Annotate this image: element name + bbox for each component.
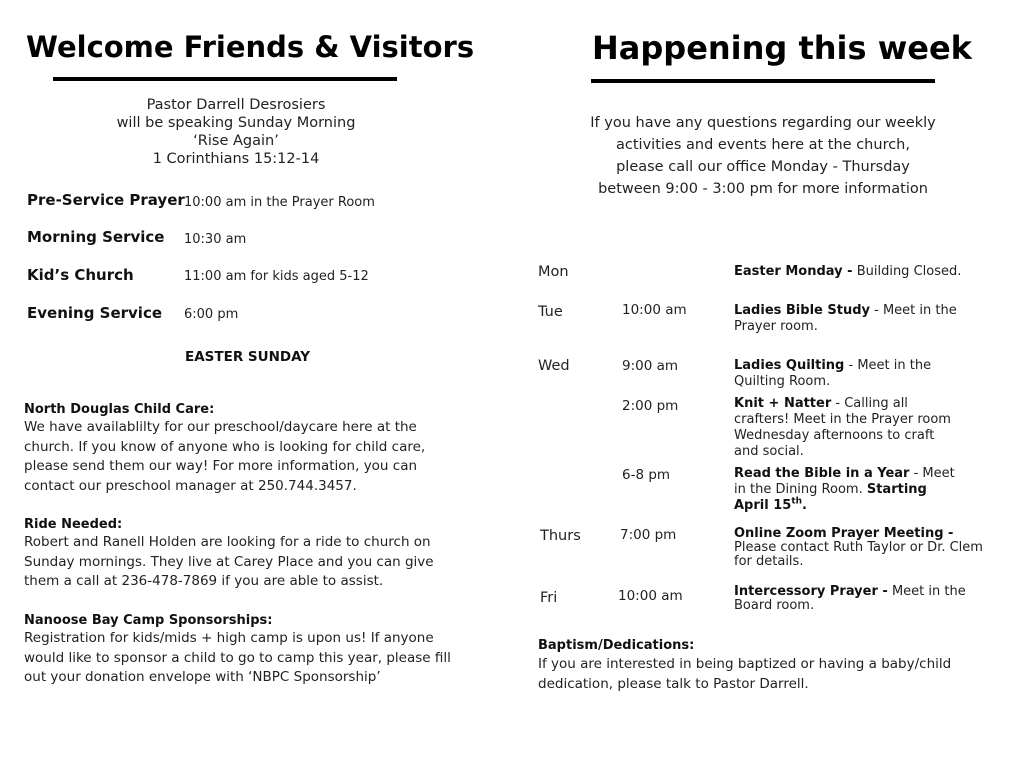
service-label-morning: Morning Service	[27, 228, 165, 246]
intro-line: activities and events here at the church,	[616, 137, 910, 153]
schedule-day-mon: Mon	[538, 264, 569, 280]
schedule-event-intercessory-prayer: Intercessory Prayer - Meet in the Board room.	[734, 584, 966, 613]
schedule-time: 9:00 am	[622, 358, 679, 374]
happening-title: Happening this week	[592, 29, 972, 67]
schedule-time: 6-8 pm	[622, 467, 671, 483]
pastor-announcement	[86, 96, 386, 168]
section-heading: Ride Needed:	[24, 517, 123, 532]
pastor-line: will be speaking Sunday Morning	[116, 115, 356, 131]
schedule-day-thurs: Thurs	[540, 528, 581, 544]
schedule-event-knit-natter: Knit + Natter - Calling all crafters! Meet in the Prayer room Wednesday afternoons to craft and social.	[734, 396, 951, 459]
section-text: We have availablilty for our preschool/daycare here at the church. If you know of anyone who is looking for child care, please send them our way! For more information, you can contact our preschool manager at 250.744.3457.	[24, 419, 426, 494]
section-heading: North Douglas Child Care:	[24, 402, 215, 417]
intro-line: please call our office Monday - Thursday	[616, 159, 910, 175]
ride-needed-section	[24, 516, 456, 592]
schedule-event-ladies-quilting: Ladies Quilting - Meet in the Quilting Room.	[734, 358, 932, 389]
welcome-title: Welcome Friends & Visitors	[26, 30, 475, 64]
section-heading: Nanoose Bay Camp Sponsorships:	[24, 613, 273, 628]
schedule-time: 10:00 am	[618, 588, 683, 604]
schedule-time: 2:00 pm	[622, 398, 679, 414]
schedule-day-tue: Tue	[538, 304, 563, 320]
baptism-line: dedication, please talk to Pastor Darrell.	[538, 675, 809, 692]
schedule-time: 7:00 pm	[620, 527, 677, 543]
service-label-preservice: Pre-Service Prayer	[27, 191, 185, 209]
intro-line: between 9:00 - 3:00 pm for more information	[598, 181, 928, 197]
pastor-line: 1 Corinthians 15:12-14	[152, 151, 320, 167]
service-time-evening: 6:00 pm	[184, 307, 239, 322]
schedule-event-zoom-prayer: Online Zoom Prayer Meeting - Please contact Ruth Taylor or Dr. Clem for details.	[734, 526, 983, 569]
section-text: Registration for kids/mids + high camp is upon us! If anyone would like to sponsor a child to go to camp this year, please fill out your donation envelope with ‘NBPC Sponsorship’	[24, 630, 451, 685]
pastor-line: Pastor Darrell Desrosiers	[146, 97, 326, 113]
child-care-section	[24, 401, 456, 496]
office-hours-intro	[563, 112, 963, 200]
section-text: Robert and Ranell Holden are looking for a ride to church on Sunday mornings. They live at Carey Place and you can give them a call at 236-478-7869 if you are able to assist.	[24, 534, 434, 589]
baptism-line: If you are interested in being baptized or having a baby/child	[538, 656, 952, 672]
service-label-kids: Kid’s Church	[27, 266, 134, 284]
title-underline-left	[53, 77, 397, 81]
service-label-evening: Evening Service	[27, 304, 163, 322]
easter-sunday-label: EASTER SUNDAY	[185, 349, 311, 365]
title-underline-right	[591, 79, 935, 83]
pastor-line: ‘Rise Again’	[193, 133, 279, 149]
camp-sponsorship-section	[24, 612, 456, 688]
schedule-time: 10:00 am	[622, 302, 687, 318]
schedule-day-wed: Wed	[538, 358, 570, 374]
baptism-section	[538, 637, 951, 694]
service-time-morning: 10:30 am	[184, 232, 247, 247]
schedule-event-ladies-bible-study: Ladies Bible Study - Meet in the Prayer room.	[734, 303, 957, 334]
section-heading: Baptism/Dedications:	[538, 638, 695, 653]
schedule-event-easter-monday: Easter Monday - Building Closed.	[734, 264, 962, 279]
service-time-kids: 11:00 am for kids aged 5-12	[184, 269, 369, 284]
intro-line: If you have any questions regarding our weekly	[590, 115, 936, 131]
service-time-preservice: 10:00 am in the Prayer Room	[184, 195, 375, 210]
schedule-event-read-bible: Read the Bible in a Year - Meet in the Dining Room. Starting April 15th.	[734, 466, 955, 513]
schedule-day-fri: Fri	[540, 590, 558, 606]
